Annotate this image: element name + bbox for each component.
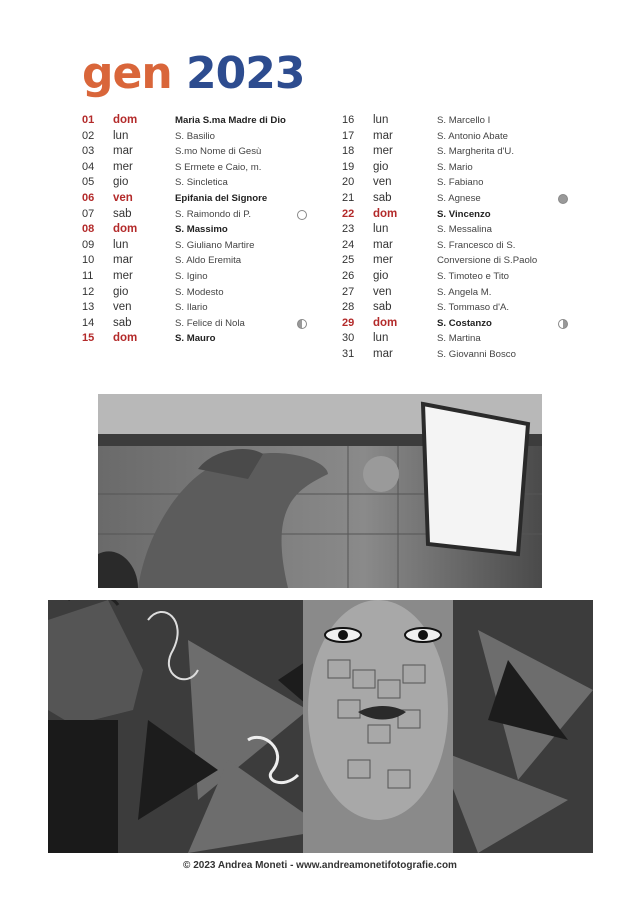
weekday-name: ven (373, 285, 392, 298)
saint-name: S. Mario (437, 161, 473, 173)
saint-name: S. Margherita d'U. (437, 146, 515, 158)
weekday-name: dom (113, 223, 138, 236)
weekday-name: mer (373, 254, 393, 267)
day-number: 13 (82, 301, 95, 314)
copyright-footer: © 2023 Andrea Moneti - www.andreamonetifotografie.com (183, 860, 457, 871)
saint-name: S. Costanzo (437, 317, 492, 329)
moon-phase-new-icon (558, 194, 568, 204)
weekday-name: mar (373, 129, 393, 142)
day-row (82, 316, 312, 332)
weekday-name: dom (113, 114, 138, 126)
day-row (82, 253, 312, 269)
day-number: 25 (342, 254, 355, 267)
weekday-name: lun (113, 238, 129, 251)
day-row (342, 253, 582, 269)
saint-name: S. Messalina (437, 224, 492, 236)
weekday-name: lun (373, 114, 389, 126)
saint-name: S. Fabiano (437, 177, 484, 189)
weekday-name: ven (113, 191, 133, 204)
saint-name: S. Modesto (175, 286, 224, 298)
day-row (82, 222, 312, 238)
day-number: 11 (82, 269, 94, 282)
day-row (342, 191, 582, 207)
day-number: 30 (342, 332, 355, 345)
saint-name: S. Giuliano Martire (175, 239, 255, 251)
day-row (342, 300, 582, 316)
saint-name: S. Igino (175, 270, 208, 282)
weekday-name: sab (113, 316, 132, 329)
weekday-name: gio (113, 176, 129, 189)
day-row (342, 222, 582, 238)
day-row (342, 144, 582, 160)
weekday-name: sab (113, 207, 132, 220)
weekday-name: sab (373, 301, 392, 314)
photo-street-art-face (48, 600, 593, 853)
day-number: 18 (342, 145, 355, 158)
days-column-right (342, 113, 582, 363)
weekday-name: ven (113, 301, 132, 314)
day-number: 08 (82, 223, 95, 236)
weekday-name: mer (113, 269, 133, 282)
day-number: 26 (342, 269, 355, 282)
saint-name: S. Ilario (175, 302, 208, 314)
day-number: 16 (342, 114, 355, 126)
saint-name: S. Vincenzo (437, 208, 491, 220)
day-row (342, 129, 582, 145)
day-number: 31 (342, 347, 355, 360)
weekday-name: mar (113, 145, 133, 158)
saint-name: S. Massimo (175, 224, 228, 236)
day-row (82, 207, 312, 223)
saint-name: S.mo Nome di Gesù (175, 146, 262, 158)
day-number: 28 (342, 301, 355, 314)
day-number: 06 (82, 191, 95, 204)
saint-name: S. Timoteo e Tito (437, 270, 509, 282)
day-number: 17 (342, 129, 355, 142)
year-label: 2023 (186, 48, 305, 99)
saint-name: S. Antonio Abate (437, 130, 508, 142)
day-row (342, 207, 582, 223)
weekday-name: mar (113, 254, 133, 267)
day-number: 15 (82, 332, 95, 345)
saint-name: S. Raimondo di P. (175, 208, 252, 220)
weekday-name: mer (113, 160, 133, 173)
day-number: 21 (342, 191, 355, 204)
day-number: 20 (342, 176, 355, 189)
day-number: 03 (82, 145, 95, 158)
day-row (82, 113, 312, 129)
day-row (342, 285, 582, 301)
day-number: 07 (82, 207, 95, 220)
moon-phase-first-icon (558, 319, 568, 329)
saint-name: S. Angela M. (437, 286, 492, 298)
saint-name: S. Marcello I (437, 115, 491, 126)
saint-name: S. Francesco di S. (437, 239, 516, 251)
day-row (82, 269, 312, 285)
weekday-name: gio (373, 160, 389, 173)
day-number: 23 (342, 223, 355, 236)
day-row (342, 316, 582, 332)
moon-phase-last-icon (297, 319, 307, 329)
day-row (342, 269, 582, 285)
day-number: 09 (82, 238, 95, 251)
day-number: 05 (82, 176, 95, 189)
day-number: 27 (342, 285, 355, 298)
moon-phase-full-icon (297, 210, 307, 220)
day-row (82, 175, 312, 191)
saint-name: Epifania del Signore (175, 192, 268, 204)
weekday-name: dom (113, 332, 138, 345)
weekday-name: ven (373, 176, 392, 189)
saint-name: S. Aldo Eremita (175, 255, 242, 267)
weekday-name: mar (373, 347, 393, 360)
saint-name: Conversione di S.Paolo (437, 255, 538, 267)
day-row (342, 238, 582, 254)
day-row (342, 113, 582, 129)
day-row (342, 160, 582, 176)
saint-name: S. Mauro (175, 333, 216, 345)
saint-name: S. Felice di Nola (175, 317, 245, 329)
saint-name: S. Agnese (437, 192, 481, 204)
day-row (82, 331, 312, 347)
weekday-name: mer (373, 145, 393, 158)
weekday-name: lun (373, 223, 389, 236)
weekday-name: sab (373, 191, 392, 204)
weekday-name: dom (373, 316, 398, 329)
saint-name: S Ermete e Caio, m. (175, 161, 262, 173)
day-row (342, 347, 582, 363)
day-row (342, 175, 582, 191)
saint-name: S. Basilio (175, 130, 215, 142)
saint-name: S. Tommaso d'A. (437, 302, 510, 314)
day-number: 02 (82, 129, 95, 142)
saint-name: Maria S.ma Madre di Dio (175, 115, 286, 126)
day-number: 04 (82, 160, 95, 173)
saint-name: S. Giovanni Bosco (437, 348, 516, 360)
day-number: 14 (82, 316, 95, 329)
day-row (82, 300, 312, 316)
weekday-name: mar (373, 238, 393, 251)
day-number: 24 (342, 238, 355, 251)
day-row (82, 238, 312, 254)
saint-name: S. Sincletica (175, 177, 228, 189)
day-number: 29 (342, 316, 355, 329)
weekday-name: gio (373, 269, 389, 282)
day-row (82, 129, 312, 145)
day-number: 01 (82, 114, 95, 126)
day-number: 19 (342, 160, 355, 173)
month-label: gen (82, 48, 172, 99)
calendar-title (82, 48, 304, 100)
day-row (82, 144, 312, 160)
weekday-name: gio (113, 285, 129, 298)
day-row (82, 191, 312, 207)
day-number: 12 (82, 285, 95, 298)
weekday-name: dom (373, 207, 398, 220)
day-row (342, 331, 582, 347)
weekday-name: lun (373, 332, 389, 345)
photo-graffiti-figure-window (98, 394, 542, 588)
day-row (82, 285, 312, 301)
day-number: 10 (82, 254, 95, 267)
day-row (82, 160, 312, 176)
day-number: 22 (342, 207, 355, 220)
weekday-name: lun (113, 129, 129, 142)
saint-name: S. Martina (437, 333, 481, 345)
days-column-left (82, 113, 312, 347)
